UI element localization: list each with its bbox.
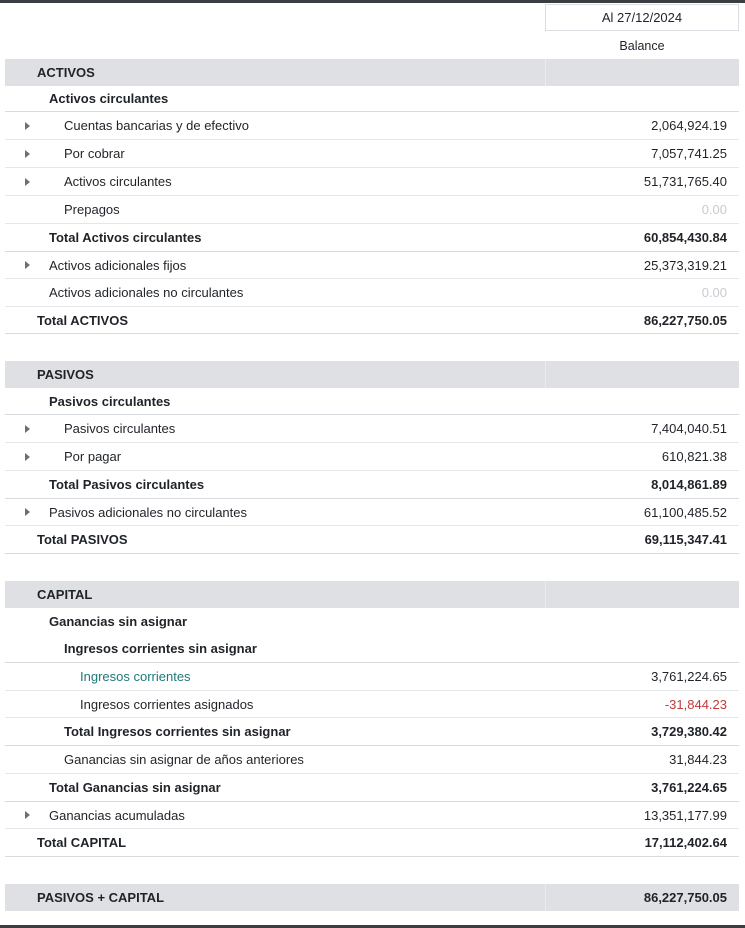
- account-row[interactable]: Pasivos circulantes 7,404,040.51: [5, 415, 739, 443]
- account-row[interactable]: Por pagar 610,821.38: [5, 443, 739, 471]
- section-title: PASIVOS: [37, 367, 94, 382]
- grand-total-row: Total PASIVOS 69,115,347.41: [5, 526, 739, 554]
- account-row[interactable]: Ganancias acumuladas 13,351,177.99: [5, 802, 739, 829]
- caret-right-icon[interactable]: [25, 425, 30, 433]
- total-row: Total Pasivos circulantes 8,014,861.89: [5, 471, 739, 499]
- section-header-pasivos: [5, 361, 739, 388]
- group-header-activos-circulantes[interactable]: Activos circulantes: [5, 86, 739, 112]
- caret-right-icon[interactable]: [25, 508, 30, 516]
- account-row[interactable]: Activos adicionales fijos 25,373,319.21: [5, 252, 739, 279]
- account-row[interactable]: Activos circulantes 51,731,765.40: [5, 168, 739, 196]
- account-row[interactable]: Ingresos corrientes 3,761,224.65: [5, 663, 739, 691]
- balance-column-label: Balance: [619, 39, 665, 53]
- pasivos-capital-row: PASIVOS + CAPITAL 86,227,750.05: [5, 884, 739, 911]
- account-row[interactable]: Cuentas bancarias y de efectivo 2,064,924.19: [5, 112, 739, 140]
- ingresos-corrientes-link[interactable]: Ingresos corrientes: [80, 669, 191, 684]
- section-title: CAPITAL: [37, 587, 93, 602]
- caret-right-icon[interactable]: [25, 811, 30, 819]
- group-header-ingresos-corrientes[interactable]: Ingresos corrientes sin asignar: [5, 635, 739, 663]
- account-row: Ingresos corrientes asignados -31,844.23: [5, 691, 739, 718]
- caret-right-icon[interactable]: [25, 453, 30, 461]
- section-header-activos: [5, 59, 739, 86]
- top-border: [0, 0, 745, 3]
- caret-right-icon[interactable]: [25, 178, 30, 186]
- account-row: Activos adicionales no circulantes 0.00: [5, 279, 739, 307]
- grand-total-row: Total ACTIVOS 86,227,750.05: [5, 307, 739, 334]
- caret-right-icon[interactable]: [25, 150, 30, 158]
- group-header-ganancias[interactable]: Ganancias sin asignar: [49, 614, 188, 629]
- account-row: Ganancias sin asignar de años anteriores 31,844.23: [5, 746, 739, 774]
- total-row: Total Ingresos corrientes sin asignar 3,729,380.42: [5, 718, 739, 746]
- date-column-header[interactable]: [545, 4, 739, 31]
- date-column-label: Al 27/12/2024: [601, 10, 683, 25]
- section-title: ACTIVOS: [37, 65, 95, 80]
- account-row[interactable]: Pasivos adicionales no circulantes 61,100,485.52: [5, 499, 739, 526]
- account-row: Prepagos 0.00: [5, 196, 739, 224]
- total-row: Total Ganancias sin asignar 3,761,224.65: [5, 774, 739, 802]
- group-header-pasivos-circulantes[interactable]: Pasivos circulantes: [5, 388, 739, 415]
- total-row: Total Activos circulantes 60,854,430.84: [5, 224, 739, 252]
- account-row[interactable]: Por cobrar 7,057,741.25: [5, 140, 739, 168]
- section-header-capital: [5, 581, 739, 608]
- caret-right-icon[interactable]: [25, 122, 30, 130]
- caret-right-icon[interactable]: [25, 261, 30, 269]
- grand-total-row: Total CAPITAL 17,112,402.64: [5, 829, 739, 857]
